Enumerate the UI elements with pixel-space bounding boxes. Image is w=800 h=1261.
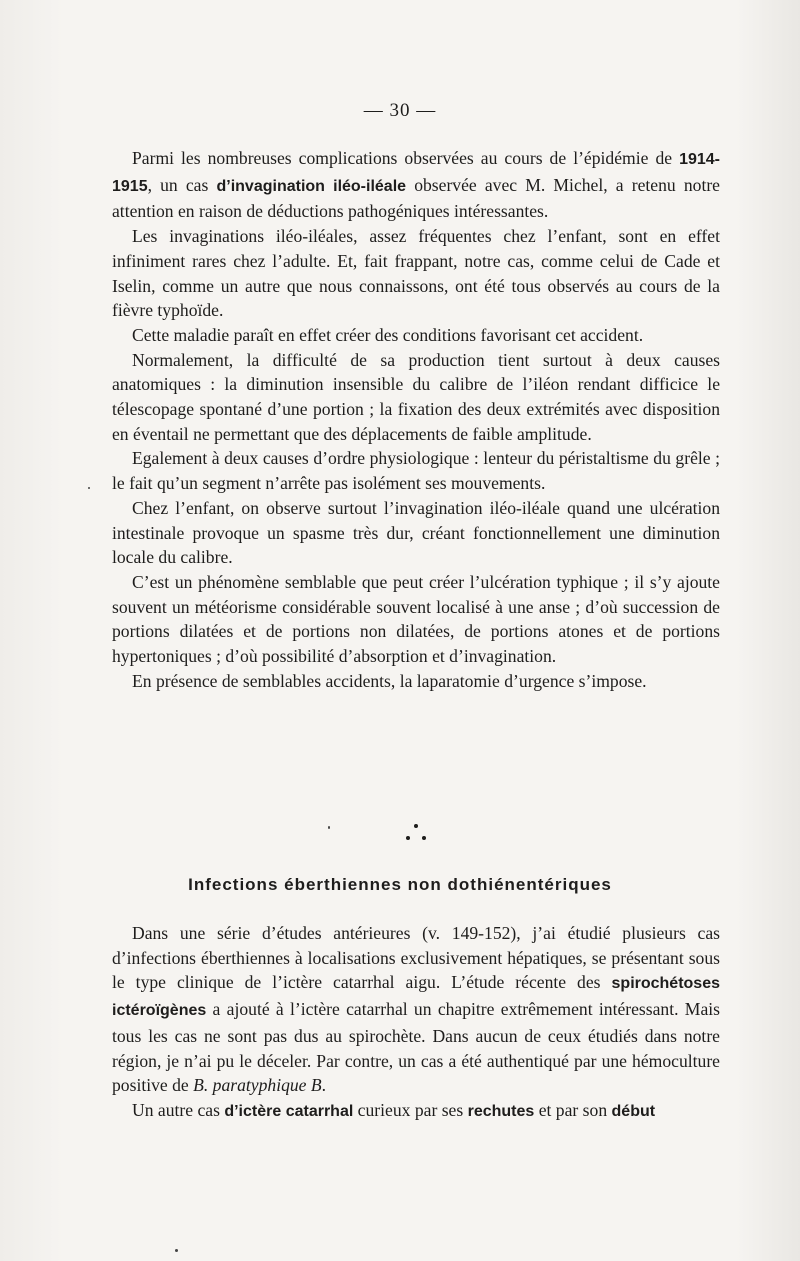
text-run: .: [321, 1075, 327, 1096]
paragraph: [112, 446, 720, 495]
paragraph: [112, 224, 720, 323]
asterism-separator: [403, 822, 429, 848]
paragraph: [112, 669, 720, 694]
section-complications: [112, 146, 720, 693]
section-infections: [112, 921, 720, 1125]
text-run: Parmi les nombreuses complications observées au cours de l’épidémie de: [132, 148, 680, 168]
text-run: curieux par ses: [353, 1099, 468, 1120]
text-run: Dans une série d’études antérieures (v. 149-152), j’ai étudié plusieurs cas d’infections éberthiennes à localisations exclusivement hépatiques, se présentant sous le type clinique de l’ictère catarrhal aigu. L’étude récente des: [112, 923, 720, 993]
paragraph: [112, 921, 720, 1098]
page-number: — 30 —: [363, 100, 437, 121]
bold-text: début: [611, 1102, 656, 1120]
text-run: Les invaginations iléo-iléales, assez fréquentes chez l’enfant, sont en effet infiniment rares chez l’adulte. Et, fait frappant, notre cas, comme celui de Cade et Iselin, comme un autre que nous connaissons, ont été tous observés au cours de la fièvre typhoïde.: [112, 226, 720, 321]
paragraph: [112, 323, 720, 348]
scan-speck: [328, 826, 330, 829]
paragraph: [112, 496, 720, 570]
text-run: Un autre cas: [132, 1099, 225, 1120]
paragraph: [112, 570, 720, 669]
italic-text: B. paratyphique B: [193, 1075, 322, 1096]
text-run: observée avec M. Michel, a retenu notre attention en raison de déductions pathogéniques intéressantes.: [112, 174, 720, 222]
text-run: Egalement à deux causes d’ordre physiologique : lenteur du péristaltisme du grêle ; le fait qu’un segment n’arrête pas isolément ses mouvements.: [112, 448, 720, 494]
text-run: Chez l’enfant, on observe surtout l’invagination iléo-iléale quand une ulcération intestinale provoque un spasme très dur, créant fonctionnellement une diminution locale du calibre.: [112, 497, 720, 568]
text-run: En présence de semblables accidents, la laparatomie d’urgence s’impose.: [132, 670, 647, 691]
paragraph: [112, 1098, 720, 1125]
text-run: C’est un phénomène semblable que peut créer l’ulcération typhique ; il s’y ajoute souvent un météorisme considérable souvent localisé à une anse ; d’où succession de portions dilatées et de portions non dilatées, de portions atones et de portions hypertoniques ; d’où possibilité d’absorption et d’invagination.: [112, 571, 720, 667]
bold-text: d’invagination iléo-iléale: [216, 177, 407, 195]
text-run: Normalement, la difficulté de sa production tient surtout à deux causes anatomiques : la diminution insensible du calibre de l’iléon rendant difficice le télescopage spontané d’une portion ; la fixation des deux extrémités avec disposition en éventail ne permettant que des déplacements de faible amplitude.: [112, 349, 720, 444]
text-run: Cette maladie paraît en effet créer des conditions favorisant cet accident.: [132, 324, 644, 345]
text-run: et par son: [534, 1099, 612, 1120]
paragraph: [112, 146, 720, 224]
bold-text: spirochétoses ictéroïgènes: [112, 975, 720, 1020]
bold-text: 1914-1915: [112, 151, 720, 195]
section-heading: Infections éberthiennes non dothiénentériques: [188, 875, 612, 894]
bold-text: d’ictère catarrhal: [224, 1102, 354, 1120]
scan-speck: [88, 487, 90, 489]
text-run: , un cas: [147, 174, 217, 195]
paragraph: [112, 348, 720, 447]
scan-speck: [175, 1249, 178, 1252]
bold-text: rechutes: [467, 1102, 535, 1120]
text-run: a ajouté à l’ictère catarrhal un chapitre extrêmement intéressant. Mais tous les cas ne sont pas dus au spirochète. Dans aucun de ceux étudiés dans notre région, je n’ai pu le déceler. Par contre, un cas a été authentiqué par une hémoculture positive de: [112, 999, 720, 1096]
